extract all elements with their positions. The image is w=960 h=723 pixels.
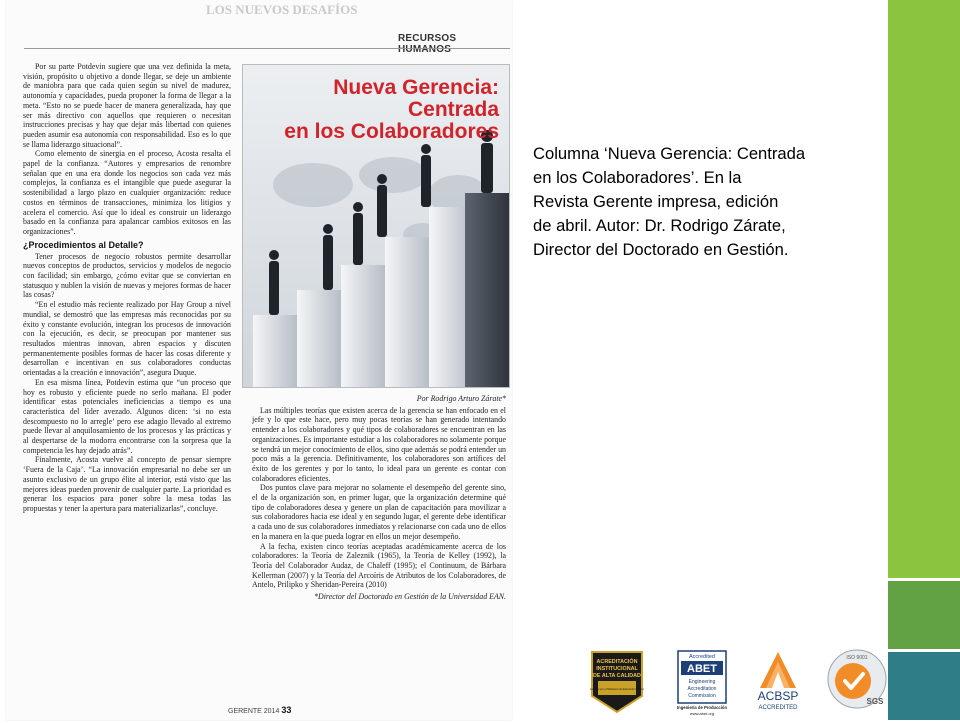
sgs-name: SGS <box>866 697 884 706</box>
caption-line-2: en los Colaboradores’. En la <box>533 168 742 187</box>
abet-l2: Accreditation <box>687 686 717 692</box>
page-number: 33 <box>281 705 292 715</box>
abet-l1: Engineering <box>688 679 716 685</box>
abet-top: Accredited <box>689 654 715 660</box>
acbsp-name: ACBSP <box>757 689 799 703</box>
column-paragraph: Finalmente, Acosta vuelve al concepto de pensar siempre ‘Fuera de la Caja’. “La innovación empresarial no debe ser un asunto exclusivo de un grupo élite al interior, está visto que las mejores ideas pueden provenir de cualquier parte. La prioridad es generar los espacios para poner sobre la mesa todas las propuestas y tener la apertura para materializarlas”, concluye. <box>23 455 231 513</box>
article-paragraph: Las múltiples teorías que existen acerca de la gerencia se han enfocado en el jefe y lo que este hace, pero muy pocas teorías se han generado intentando entender a los colaboradores y qué tipos de colaboradores se encuentran en las organizaciones. Es importante estudiar a los colaboradores no solamente porque se tendrá un mejor conocimiento de ellos, sino que además se podrá entender un poco más a la gerencia. Definitivamente, los colaboradores son artífices del éxito de los gerentes y por lo tanto, lo ideal para un gerente es contar con colaboradores eficientes. <box>252 405 506 483</box>
headline-line-2: en los Colaboradores <box>284 120 499 143</box>
left-column-text <box>23 62 231 702</box>
footer-label: GERENTE 2014 <box>228 708 280 715</box>
acc-line-3: DE ALTA CALIDAD <box>593 673 641 679</box>
sidebar-block-light <box>888 0 960 578</box>
subheading: ¿Procedimientos al Detalle? <box>23 239 144 250</box>
abet-url: www.abet.org <box>689 711 715 716</box>
slide-caption <box>533 142 883 262</box>
caption-line-4: de abril. Autor: Dr. Rodrigo Zárate, <box>533 216 786 235</box>
column-paragraph: Como elemento de sinergia en el proceso, Acosta resalta el papel de la confianza. “Autores y empresarios de renombre señalan que en una era donde los negocios son cada vez más complejos, la confianza es el intangible que puede asegurar la sostenibilidad a largo plazo en cualquier organización: reduce costos en términos de transacciones, minimiza los litigios y acelera el comercio. Así que lo ideal es construir un liderazgo basado en la confianza para apalancar cambios exitosos en las organizaciones”. <box>23 149 231 236</box>
column-paragraph: Por su parte Potdevin sugiere que una vez definida la meta, visión, propósito u objetivo a donde llegar, se deje un ambiente de maniobra para que cada quien según su nivel de madurez, autonomía y capacidades, pueda proponer la forma de llegar a la meta. “Esto no se puede hacer de manera generalizada, hay que ser más directivo con aquellos que requieren o necesitan instrucciones precisas y hay que dejar más libertad con quienes pueden asumir esa autonomía con responsabilidad. Eso es lo que se llama liderazgo situacional”. <box>23 62 231 149</box>
acc-line-1: ACREDITACIÓN <box>596 659 638 665</box>
magazine-page <box>6 0 512 720</box>
sgs-logo <box>826 648 888 710</box>
caption-line-3: Revista Gerente impresa, edición <box>533 192 779 211</box>
article-paragraph: A la fecha, existen cinco teorías aceptadas académicamente acerca de los colaboradores: la Teoría de Zaleznik (1965), la Teoría de Kelley (1992), la Teoría del Colaborador Audaz, de Chaleff (1995); el Continuum, de Bárbara Kellerman (2007) y la Teoría del Arcoíris de Atributos de los Colaboradores, de Antelo, Prilipko y Sheridan-Pereira (2010) <box>252 541 506 590</box>
acc-line-4: Otorgado por el Ministerio de Educación Nacional <box>590 688 644 691</box>
sgs-badge: ISO 9001 <box>846 655 868 661</box>
column-paragraph: “En el estudio más reciente realizado por Hay Group a nivel mundial, se demostró que las empresas más reconocidas por su éxito y constante evolución, integran los procesos de innovación con la ejecución, es decir, se preocupan por mantener sus resultados mientras innovan, abren espacios y discuten permanentemente posibles formas de hacer las cosas diferente y desarrollan e incentivan en sus colaboradores conductas orientadas a la creación e innovación”, asegura Duque. <box>23 300 231 378</box>
caption-line-1: Columna ‘Nueva Gerencia: Centrada <box>533 144 806 163</box>
article-headline <box>259 77 499 143</box>
caption-line-5: Director del Doctorado en Gestión. <box>533 240 789 259</box>
column-paragraph: En esa misma línea, Potdevin estima que “un proceso que hoy es robusto y eficiente puede no serlo mañana. El poder identificar estas potenciales ineficiencias a tiempo es una característica del líder avezado. Algunos dicen: ‘si no esta descompuesto no lo arregle’ pero ese adagio llevado al extremo puede llevar al anquilosamiento de los procesos y las prácticas y al despertarse de la modorra encontrarse con la sorpresa que la competencia les hay dejado atrás”. <box>23 377 231 455</box>
article-footnote: *Director del Doctorado en Gestión de la Universidad EAN. <box>314 592 506 602</box>
article-paragraph: Dos puntos clave para mejorar no solamente el desempeño del gerente sino, el de la organización son, en primer lugar, que la organización determine qué tipo de colaboradores desea y genere un plan de capacitación para movilizar a sus colaboradores hacia ese ideal y en segundo lugar, el gerente debe identificar a cada uno de sus colaboradores inmediatos y relacionarse con cada uno de ellos en la manera en la que pueda lograr en ellos un mejor desempeño. <box>252 483 506 541</box>
section-rule <box>24 48 510 49</box>
acbsp-logo <box>752 650 804 712</box>
column-paragraph: Tener procesos de negocio robustos permite desarrollar nuevos conceptos de productos, servicios y modelos de negocio con facilidad; sin embargo, ¿cómo evitar que se conviertan en statusquo y nublen la visión de nuevas y mejores formas de hacer las cosas? <box>23 251 231 300</box>
article-byline: Por Rodrigo Arturo Zárate* <box>416 394 506 403</box>
faded-header-text: LOS NUEVOS DESAFÍOS <box>206 2 358 17</box>
page-footer <box>228 705 291 715</box>
sidebar-block-dark <box>888 652 960 720</box>
article-body <box>252 394 506 694</box>
accreditation-logo <box>590 650 644 714</box>
abet-name: ABET <box>687 663 717 675</box>
sidebar-block-mid <box>888 581 960 649</box>
section-title: RECURSOS HUMANOS <box>398 33 457 55</box>
headline-line-1: Nueva Gerencia: Centrada <box>333 76 499 121</box>
decorative-sidebar <box>888 0 960 720</box>
abet-sub: Ingeniería de Producción <box>676 705 728 710</box>
abet-l3: Commission <box>688 693 716 699</box>
acc-line-2: INSTITUCIONAL <box>596 666 638 672</box>
article-illustration <box>242 64 510 388</box>
acbsp-sub: ACCREDITED <box>758 705 798 711</box>
abet-logo <box>676 650 728 718</box>
